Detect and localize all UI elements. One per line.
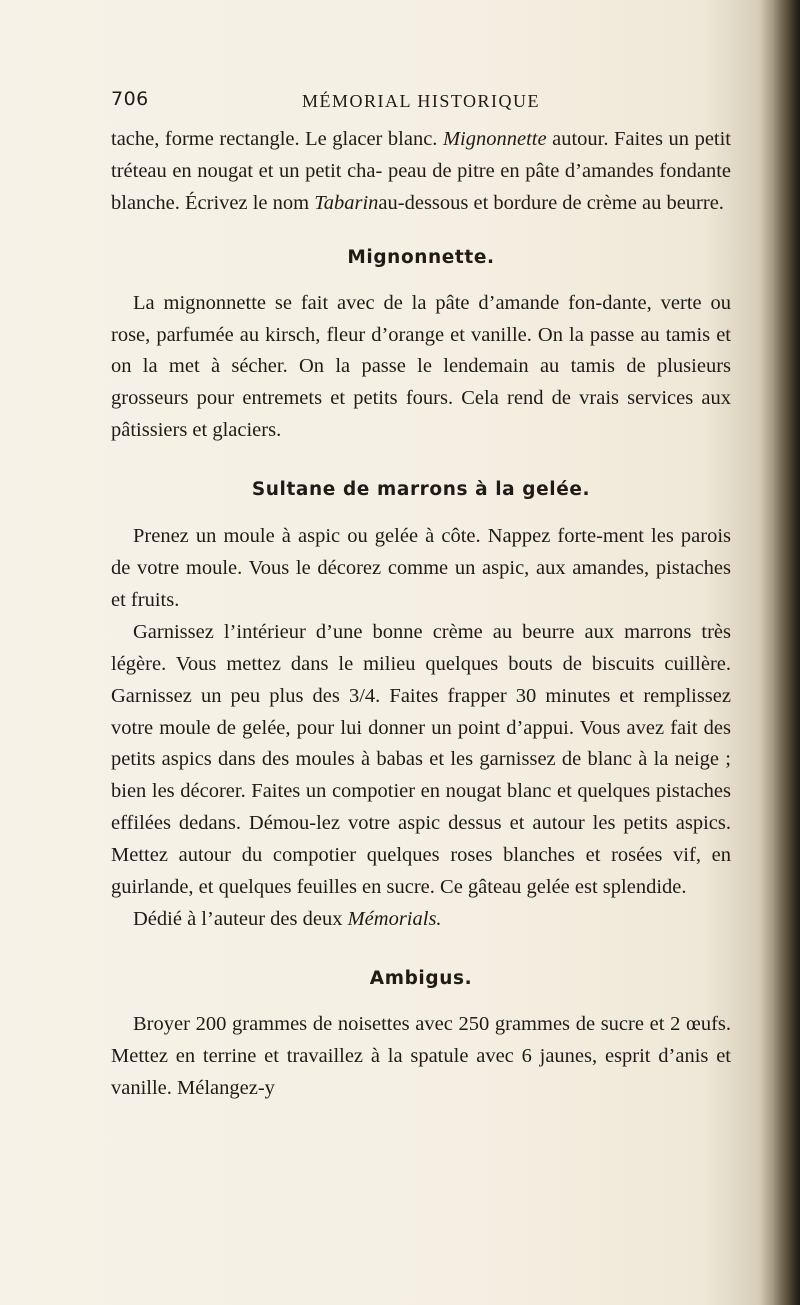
page-number: 706 xyxy=(111,88,149,110)
intro-text-3: peau de pitre en pâte d’amandes fondante blanche. Écrivez xyxy=(111,159,731,214)
dedication-italic-memorials: Mémorials. xyxy=(347,907,442,930)
intro-text-1: tache, forme rectangle. Le glacer blanc. xyxy=(111,128,443,150)
intro-text-4-end: au-dessous et bordure de crème au beurre. xyxy=(378,191,724,214)
section-heading-sultane: Sultane de marrons à la gelée. xyxy=(251,479,591,501)
mignonnette-paragraph: La mignonnette se fait avec de la pâte d’amande fon-dante, verte ou rose, parfumée au kirsch, fleur d’orange et vanille. On la passe au tamis et on la met à sécher. On la passe le lendemain au tamis de plusieurs grosseurs pour entremets et petits fours. Cela rend de vrais services aux pâtissiers et glaciers. xyxy=(111,291,731,442)
intro-text-2: autour. Faites un petit tréteau en nougat et un petit cha- xyxy=(111,128,732,182)
sultane-dedication xyxy=(111,904,731,936)
intro-italic-mignonnette: Mignonnette xyxy=(442,128,547,150)
intro-italic-tabarin: Tabarin xyxy=(314,191,379,214)
sultane-paragraph-1: Prenez un moule à aspic ou gelée à côte. Nappez forte-ment les parois de votre moule. Vous le décorez comme un aspic, aux amandes, pistaches et fruits. xyxy=(111,525,731,611)
ambigus-paragraph: Broyer 200 grammes de noisettes avec 250 grammes de sucre et 2 œufs. Mettez en terrine et travaillez à la spatule avec 6 jaunes, esprit d’anis et vanille. Mélangez-y xyxy=(111,1012,731,1099)
sultane-paragraph-2: Garnissez l’intérieur d’une bonne crème au beurre aux marrons très légère. Vous mettez dans le milieu quelques bouts de biscuits cuillère. Garnissez un peu plus des 3/4. Faites frapper 30 minutes et remplissez votre moule de gelée, pour lui donner un point d’appui. Vous avez fait des petits aspics dans des moules à babas et les garnissez de blanc à la neige ; bien les décorer. Faites un compotier en nougat blanc et quelques pistaches effilées dedans. Démou-lez votre aspic dessus et autour les petits aspics. Mettez autour du compotier quelques roses blanches et rosées vif, en guirlande, et quelques feuilles en sucre. Ce gâteau gelée est splendide. xyxy=(111,620,731,899)
section-heading-ambigus: Ambigus. xyxy=(369,967,473,989)
running-title: MÉMORIAL HISTORIQUE xyxy=(302,91,540,111)
page-body xyxy=(111,124,731,1104)
running-header xyxy=(111,88,731,118)
page-binding-edge xyxy=(758,0,800,1305)
intro-text-4-start: le nom xyxy=(252,191,315,214)
section-heading-mignonnette: Mignonnette. xyxy=(347,246,495,268)
intro-paragraph xyxy=(111,124,731,220)
dedication-text: Dédié à l’auteur des deux xyxy=(133,907,348,930)
